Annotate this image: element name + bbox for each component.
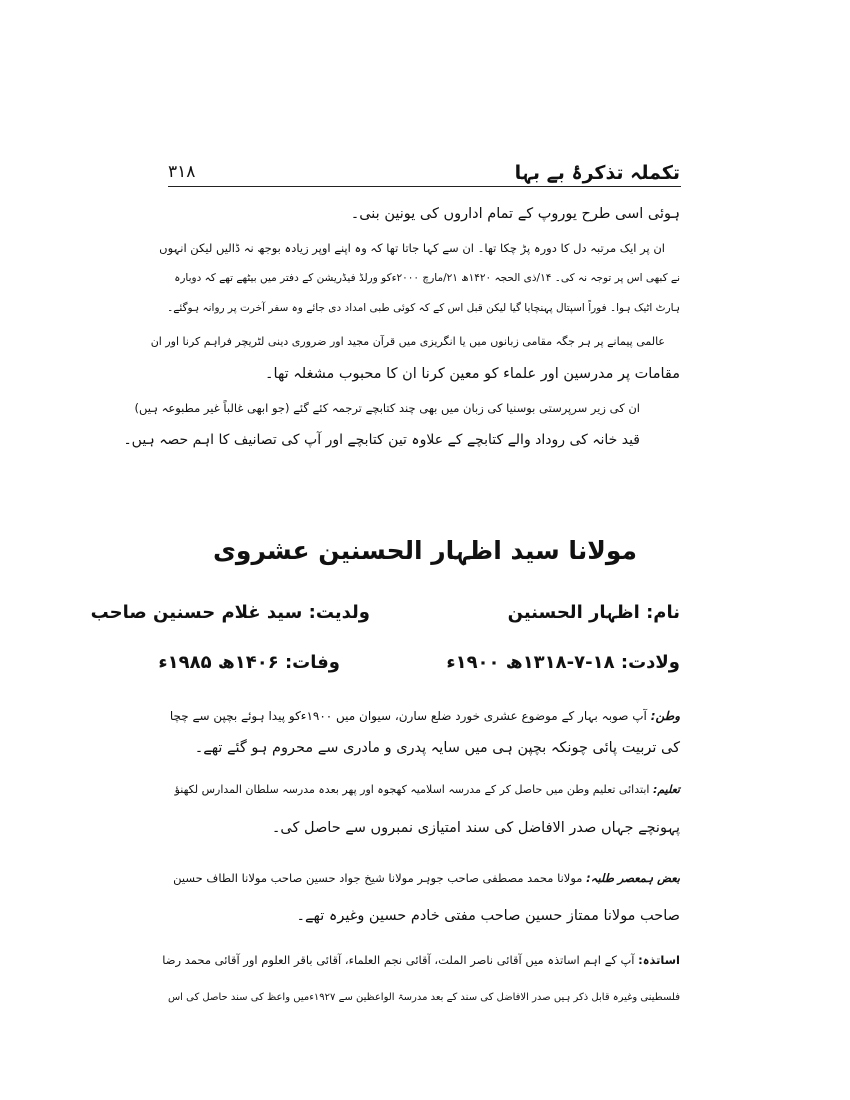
teachers-line-2: فلسطینی وغیرہ قابل ذکر ہیں صدر الافاضل کی سند کے بعد مدرسۃ الواعظین سے ۱۹۲۷ءمیں واعظ کی سند حاصل کی اس bbox=[167, 992, 680, 1003]
teachers-label: اساتذہ: bbox=[638, 953, 680, 967]
birth-field bbox=[446, 652, 680, 673]
death-value: ۱۴۰۶ھ ۱۹۸۵ء bbox=[158, 652, 279, 673]
parent-field bbox=[91, 602, 370, 623]
intro-line-2: ان پر ایک مرتبہ دل کا دورہ پڑ چکا تھا۔ ان سے کہا جاتا تھا کہ وہ اپنے اوپر زیادہ بوجھ نہ ڈالیں لیکن انہوں bbox=[159, 241, 665, 255]
name-field bbox=[508, 602, 680, 623]
taleem-line-1 bbox=[175, 780, 680, 800]
taleem-text-1: ابتدائی تعلیم وطن میں حاصل کر کے مدرسہ اسلامیہ کھجوہ اور پھر بعدہ مدرسہ سلطان المدارس لکھنؤ bbox=[174, 783, 650, 796]
intro-line-6: مقامات پر مدرسین اور علماء کو معین کرنا ان کا محبوب مشغلہ تھا۔ bbox=[265, 366, 680, 382]
death-field bbox=[158, 652, 340, 673]
name-value: اظہار الحسنین bbox=[507, 602, 640, 623]
intro-line-7: ان کی زیر سرپرستی بوسنیا کی زبان میں بھی چند کتابچے ترجمہ کئے گئے (جو ابھی غالباً غیر مطبوعہ ہیں) bbox=[134, 401, 640, 415]
teachers-text-1: آپ کے اہم اساتذہ میں آقائی ناصر الملت، آقائی نجم العلماء، آقائی باقر العلوم اور آقائی محمد رضا bbox=[162, 953, 635, 967]
page-number: ۳۱۸ bbox=[168, 162, 196, 182]
peers-line-1 bbox=[173, 868, 680, 888]
running-header-title: تکملہ تذکرۂ بے بہا bbox=[514, 162, 680, 184]
intro-line-1: ہوئی اسی طرح یوروپ کے تمام اداروں کی یونین بنی۔ bbox=[350, 206, 680, 222]
peers-line-2: صاحب مولانا ممتاز حسین صاحب مفتی خادم حسین وغیرہ تھے۔ bbox=[296, 908, 680, 924]
name-label: نام: bbox=[646, 602, 680, 623]
watan-line-1 bbox=[170, 706, 680, 726]
parent-value: سید غلام حسنین صاحب bbox=[90, 602, 303, 623]
taleem-label: تعلیم: bbox=[652, 783, 680, 796]
taleem-line-2: پہونچے جہاں صدر الافاضل کی سند امتیازی نمبروں سے حاصل کی۔ bbox=[271, 820, 680, 836]
intro-line-3: نے کبھی اس پر توجہ نہ کی۔ ۱۴/ذی الحجہ ۱۴۲۰ھ ۲۱/مارچ ۲۰۰۰ءکو ورلڈ فیڈریشن کے دفتر میں بیٹھے تھے کہ دوبارہ bbox=[174, 272, 680, 284]
watan-text-1: آپ صوبہ بہار کے موضوع عشری خورد ضلع سارن، سیوان میں ۱۹۰۰ءکو پیدا ہوئے بچپن سے چچا bbox=[169, 709, 647, 723]
header-divider bbox=[168, 186, 681, 187]
watan-line-2: کی تربیت پائی چونکہ بچپن ہی میں سایہ پدری و مادری سے محروم ہو گئے تھے۔ bbox=[194, 740, 680, 756]
intro-line-4: ہارٹ اٹیک ہوا۔ فوراً اسپتال پہنچایا گیا لیکن قبل اس کے کہ کوئی طبی امداد دی جائے وہ سفر آخرت پر روانہ ہوگئے۔ bbox=[167, 302, 680, 314]
birth-value: ۱۸-۷-۱۳۱۸ھ ۱۹۰۰ء bbox=[446, 652, 615, 673]
peers-text-1: مولانا محمد مصطفی صاحب جوہر مولانا شیخ جواد حسین صاحب مولانا الطاف حسین bbox=[173, 871, 583, 885]
peers-label: بعض ہمعصر طلبہ: bbox=[586, 871, 680, 885]
watan-label: وطن: bbox=[650, 709, 680, 723]
death-label: وفات: bbox=[284, 652, 340, 673]
biography-title: مولانا سید اظہار الحسنین عشروی bbox=[213, 536, 637, 565]
parent-label: ولدیت: bbox=[308, 602, 370, 623]
teachers-line-1 bbox=[162, 950, 680, 970]
intro-line-5: عالمی پیمانے پر ہر جگہ مقامی زبانوں میں یا انگریزی میں قرآن مجید اور ضروری دینی لٹریچر فراہم کرنا اور ان bbox=[150, 335, 665, 348]
birth-label: ولادت: bbox=[620, 652, 680, 673]
intro-line-8: قید خانہ کی روداد والے کتابچے کے علاوہ تین کتابچے اور آپ کی تصانیف کا اہم حصہ ہیں۔ bbox=[123, 432, 640, 448]
